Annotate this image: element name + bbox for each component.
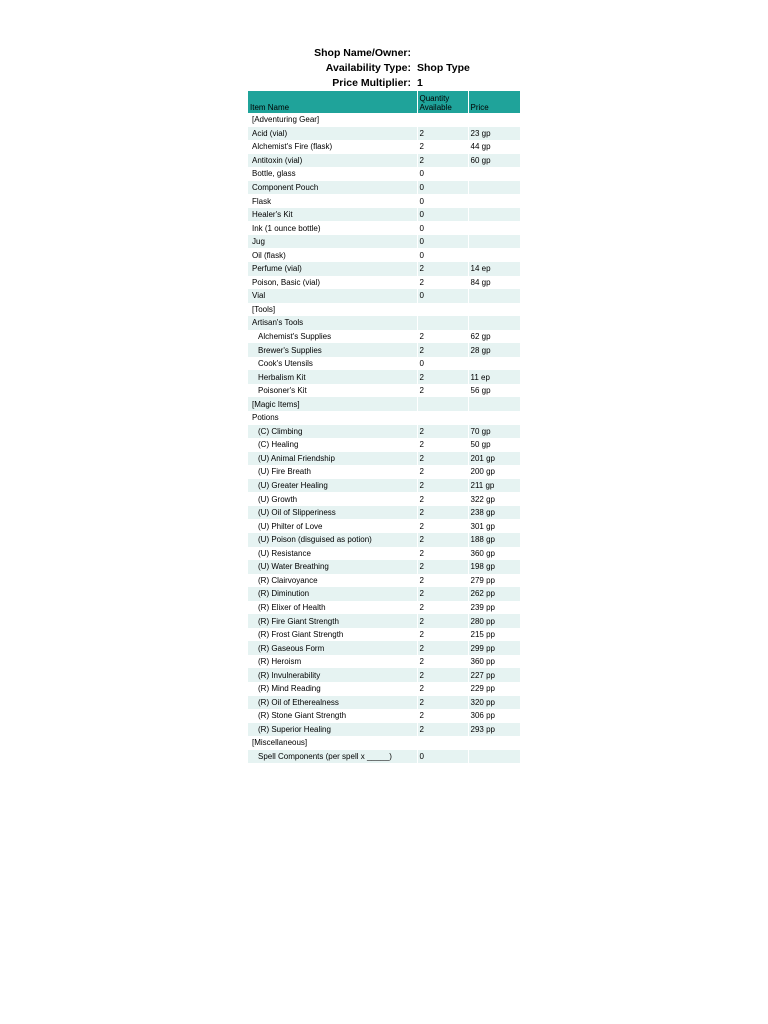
quantity-cell: 2 [417, 492, 468, 506]
table-row [248, 357, 520, 371]
table-row [248, 113, 520, 127]
quantity-cell [417, 113, 468, 127]
table-row [248, 425, 520, 439]
quantity-cell: 0 [417, 248, 468, 262]
item-name-cell: Vial [248, 289, 417, 303]
inventory-table [248, 91, 521, 763]
quantity-cell: 2 [417, 465, 468, 479]
price-cell: 360 pp [468, 655, 520, 669]
price-cell: 320 pp [468, 696, 520, 710]
price-cell [468, 303, 520, 317]
quantity-cell: 2 [417, 696, 468, 710]
table-row [248, 452, 520, 466]
table-row [248, 303, 520, 317]
price-cell: 44 gp [468, 140, 520, 154]
quantity-cell: 2 [417, 587, 468, 601]
item-name-cell: Bottle, glass [248, 167, 417, 181]
inventory-body [248, 113, 520, 763]
quantity-cell: 2 [417, 668, 468, 682]
table-row [248, 289, 520, 303]
table-row [248, 614, 520, 628]
item-name-cell: (R) Gaseous Form [248, 641, 417, 655]
item-name-cell: [Tools] [248, 303, 417, 317]
multiplier-value: 1 [417, 77, 423, 89]
table-row [248, 628, 520, 642]
item-name-cell: (R) Stone Giant Strength [248, 709, 417, 723]
quantity-cell: 2 [417, 479, 468, 493]
table-row [248, 641, 520, 655]
price-cell [468, 181, 520, 195]
table-row [248, 248, 520, 262]
quantity-cell: 0 [417, 750, 468, 764]
table-row [248, 560, 520, 574]
table-row [248, 194, 520, 208]
price-cell: 239 pp [468, 601, 520, 615]
quantity-cell: 2 [417, 614, 468, 628]
price-cell: 238 gp [468, 506, 520, 520]
price-cell: 293 pp [468, 723, 520, 737]
table-row [248, 330, 520, 344]
price-cell [468, 235, 520, 249]
price-cell: 56 gp [468, 384, 520, 398]
col-quantity-line2: Available [419, 103, 452, 112]
price-cell: 201 gp [468, 452, 520, 466]
table-row [248, 655, 520, 669]
quantity-cell [417, 303, 468, 317]
item-name-cell: (R) Frost Giant Strength [248, 628, 417, 642]
item-name-cell: (U) Oil of Slipperiness [248, 506, 417, 520]
quantity-cell: 0 [417, 221, 468, 235]
quantity-cell: 2 [417, 262, 468, 276]
col-price: Price [468, 91, 520, 113]
quantity-cell: 2 [417, 709, 468, 723]
table-row [248, 208, 520, 222]
item-name-cell: (U) Water Breathing [248, 560, 417, 574]
quantity-cell: 2 [417, 330, 468, 344]
item-name-cell: (U) Animal Friendship [248, 452, 417, 466]
table-row [248, 235, 520, 249]
table-row [248, 154, 520, 168]
table-row [248, 167, 520, 181]
table-row [248, 574, 520, 588]
item-name-cell: [Miscellaneous] [248, 736, 417, 750]
item-name-cell: [Adventuring Gear] [248, 113, 417, 127]
quantity-cell: 2 [417, 438, 468, 452]
price-cell: 28 gp [468, 343, 520, 357]
table-row [248, 506, 520, 520]
table-row [248, 547, 520, 561]
price-cell: 188 gp [468, 533, 520, 547]
quantity-cell [417, 316, 468, 330]
item-name-cell: (R) Invulnerability [248, 668, 417, 682]
quantity-cell: 2 [417, 533, 468, 547]
price-cell [468, 194, 520, 208]
table-row [248, 438, 520, 452]
price-cell: 229 pp [468, 682, 520, 696]
availability-label: Availability Type: [325, 62, 411, 74]
item-name-cell: (R) Heroism [248, 655, 417, 669]
price-cell: 84 gp [468, 276, 520, 290]
quantity-cell: 2 [417, 276, 468, 290]
table-row [248, 750, 520, 764]
table-row [248, 370, 520, 384]
item-name-cell: Antitoxin (vial) [248, 154, 417, 168]
quantity-cell: 2 [417, 560, 468, 574]
item-name-cell: Poisoner's Kit [248, 384, 417, 398]
item-name-cell: Poison, Basic (vial) [248, 276, 417, 290]
price-cell: 215 pp [468, 628, 520, 642]
quantity-cell: 2 [417, 574, 468, 588]
quantity-cell: 2 [417, 452, 468, 466]
shop-name-value [415, 46, 520, 61]
col-quantity-line1: Quantity [419, 94, 450, 103]
item-name-cell: Ink (1 ounce bottle) [248, 221, 417, 235]
table-row [248, 384, 520, 398]
quantity-cell [417, 397, 468, 411]
price-cell [468, 113, 520, 127]
quantity-cell: 2 [417, 370, 468, 384]
item-name-cell: (R) Mind Reading [248, 682, 417, 696]
quantity-cell: 0 [417, 181, 468, 195]
item-name-cell: (U) Philter of Love [248, 519, 417, 533]
quantity-cell: 0 [417, 167, 468, 181]
price-cell [468, 208, 520, 222]
item-name-cell: (R) Elixer of Health [248, 601, 417, 615]
quantity-cell: 2 [417, 384, 468, 398]
quantity-cell: 2 [417, 425, 468, 439]
item-name-cell: Herbalism Kit [248, 370, 417, 384]
item-name-cell: (C) Climbing [248, 425, 417, 439]
price-cell: 198 gp [468, 560, 520, 574]
price-cell: 60 gp [468, 154, 520, 168]
item-name-cell: Healer's Kit [248, 208, 417, 222]
price-cell: 200 gp [468, 465, 520, 479]
item-name-cell: Oil (flask) [248, 248, 417, 262]
price-cell [468, 397, 520, 411]
price-cell: 62 gp [468, 330, 520, 344]
quantity-cell: 0 [417, 235, 468, 249]
price-cell: 279 pp [468, 574, 520, 588]
price-cell [468, 750, 520, 764]
table-row [248, 262, 520, 276]
item-name-cell: (C) Healing [248, 438, 417, 452]
item-name-cell: (U) Resistance [248, 547, 417, 561]
table-row [248, 519, 520, 533]
item-name-cell: (U) Fire Breath [248, 465, 417, 479]
multiplier-label: Price Multiplier: [332, 77, 411, 89]
quantity-cell: 2 [417, 723, 468, 737]
price-cell [468, 357, 520, 371]
shop-name-row [248, 46, 520, 61]
quantity-cell: 2 [417, 127, 468, 141]
item-name-cell: (R) Fire Giant Strength [248, 614, 417, 628]
quantity-cell: 2 [417, 343, 468, 357]
price-cell [468, 289, 520, 303]
item-name-cell: Potions [248, 411, 417, 425]
availability-value: Shop Type [417, 62, 470, 74]
table-row [248, 668, 520, 682]
quantity-cell: 2 [417, 547, 468, 561]
table-row [248, 127, 520, 141]
item-name-cell: [Magic Items] [248, 397, 417, 411]
multiplier-row [248, 76, 520, 91]
item-name-cell: (R) Diminution [248, 587, 417, 601]
table-row [248, 465, 520, 479]
price-cell: 262 pp [468, 587, 520, 601]
item-name-cell: Component Pouch [248, 181, 417, 195]
item-name-cell: Spell Components (per spell x _____) [248, 750, 417, 764]
item-name-cell: (U) Growth [248, 492, 417, 506]
quantity-cell: 2 [417, 641, 468, 655]
price-cell: 70 gp [468, 425, 520, 439]
item-name-cell: (R) Clairvoyance [248, 574, 417, 588]
quantity-cell: 2 [417, 154, 468, 168]
price-cell [468, 167, 520, 181]
item-name-cell: (U) Greater Healing [248, 479, 417, 493]
price-cell: 50 gp [468, 438, 520, 452]
table-row [248, 492, 520, 506]
price-cell: 306 pp [468, 709, 520, 723]
table-row [248, 221, 520, 235]
availability-row [248, 61, 520, 76]
quantity-cell: 2 [417, 140, 468, 154]
table-row [248, 397, 520, 411]
price-cell [468, 221, 520, 235]
item-name-cell: Cook's Utensils [248, 357, 417, 371]
table-row [248, 411, 520, 425]
table-row [248, 479, 520, 493]
col-item-name: Item Name [248, 91, 417, 113]
table-header-row [248, 91, 520, 113]
shop-name-label: Shop Name/Owner: [314, 47, 411, 59]
table-row [248, 601, 520, 615]
price-cell: 227 pp [468, 668, 520, 682]
quantity-cell: 2 [417, 519, 468, 533]
col-quantity [417, 91, 468, 113]
table-row [248, 343, 520, 357]
item-name-cell: (R) Oil of Etherealness [248, 696, 417, 710]
item-name-cell: Alchemist's Fire (flask) [248, 140, 417, 154]
item-name-cell: (U) Poison (disguised as potion) [248, 533, 417, 547]
quantity-cell [417, 736, 468, 750]
quantity-cell: 0 [417, 289, 468, 303]
item-name-cell: Flask [248, 194, 417, 208]
quantity-cell: 2 [417, 628, 468, 642]
quantity-cell: 0 [417, 208, 468, 222]
price-cell: 280 pp [468, 614, 520, 628]
table-row [248, 181, 520, 195]
price-cell [468, 736, 520, 750]
item-name-cell: (R) Superior Healing [248, 723, 417, 737]
price-cell: 23 gp [468, 127, 520, 141]
table-row [248, 723, 520, 737]
table-row [248, 587, 520, 601]
price-cell [468, 248, 520, 262]
price-cell: 301 gp [468, 519, 520, 533]
table-row [248, 682, 520, 696]
price-cell [468, 316, 520, 330]
table-row [248, 696, 520, 710]
item-name-cell: Jug [248, 235, 417, 249]
quantity-cell: 0 [417, 194, 468, 208]
item-name-cell: Acid (vial) [248, 127, 417, 141]
item-name-cell: Brewer's Supplies [248, 343, 417, 357]
table-row [248, 533, 520, 547]
table-row [248, 316, 520, 330]
price-cell: 299 pp [468, 641, 520, 655]
price-cell: 360 gp [468, 547, 520, 561]
quantity-cell: 2 [417, 506, 468, 520]
item-name-cell: Artisan's Tools [248, 316, 417, 330]
price-cell: 11 ep [468, 370, 520, 384]
quantity-cell: 0 [417, 357, 468, 371]
shop-header [248, 46, 520, 91]
price-cell: 322 gp [468, 492, 520, 506]
table-row [248, 140, 520, 154]
quantity-cell: 2 [417, 601, 468, 615]
quantity-cell [417, 411, 468, 425]
table-row [248, 736, 520, 750]
price-cell: 211 gp [468, 479, 520, 493]
table-row [248, 709, 520, 723]
table-row [248, 276, 520, 290]
price-cell: 14 ep [468, 262, 520, 276]
item-name-cell: Perfume (vial) [248, 262, 417, 276]
quantity-cell: 2 [417, 655, 468, 669]
item-name-cell: Alchemist's Supplies [248, 330, 417, 344]
price-cell [468, 411, 520, 425]
quantity-cell: 2 [417, 682, 468, 696]
